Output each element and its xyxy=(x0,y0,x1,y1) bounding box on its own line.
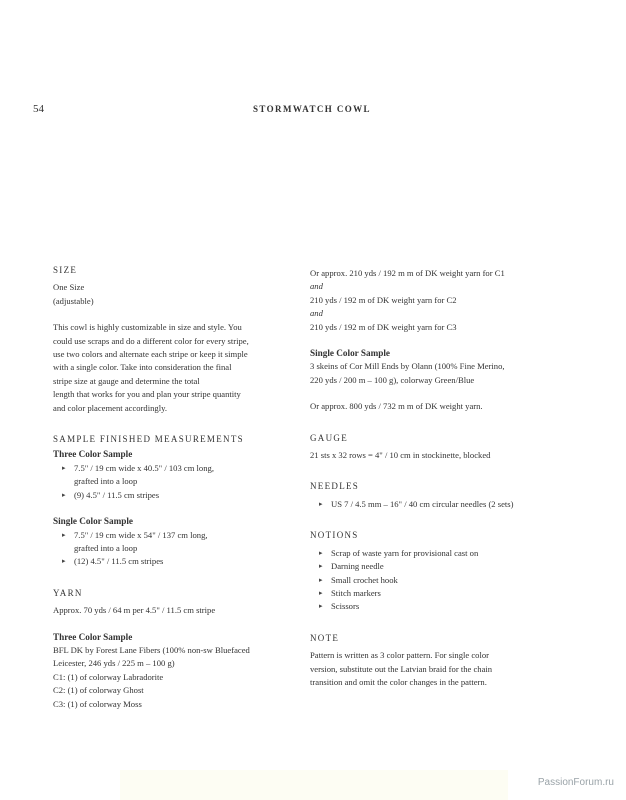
list-line: ▸ 7.5" / 19 cm wide x 54" / 137 cm long, xyxy=(74,529,208,540)
size-line: One Size xyxy=(53,282,85,293)
list-item xyxy=(62,529,293,556)
footer-band xyxy=(120,770,508,800)
yarn-line: Or approx. 210 yds / 192 m m of DK weight yarn for C1 xyxy=(310,268,505,278)
single-color-yarn-lines xyxy=(310,360,550,387)
list-item xyxy=(319,498,550,511)
list-line: Darning needle xyxy=(331,561,384,572)
list-line: US 7 / 4.5 mm – 16" / 40 cm circular needles (2 sets) xyxy=(331,498,514,509)
three-color-measure-title: Three Color Sample xyxy=(53,449,133,460)
note-heading: NOTE xyxy=(310,632,340,643)
measurements-heading: SAMPLE FINISHED MEASUREMENTS xyxy=(53,434,244,445)
list-item xyxy=(62,462,293,489)
note-text xyxy=(310,649,550,689)
list-line: Small crochet hook xyxy=(331,574,398,585)
desc-line: could use scraps and do a different color for every stripe, xyxy=(53,335,249,346)
list-item xyxy=(62,489,293,502)
needles-list xyxy=(310,498,550,511)
notions-list xyxy=(310,547,550,614)
list-item xyxy=(319,600,550,613)
single-color-measure-list xyxy=(53,529,293,569)
size-line: (adjustable) xyxy=(53,295,94,306)
yarn-and: and xyxy=(310,281,323,292)
yarn-heading: YARN xyxy=(53,587,83,598)
yarn-continued xyxy=(310,267,550,334)
yarn-approx: Approx. 70 yds / 64 m per 4.5" / 11.5 cm stripe xyxy=(53,605,216,616)
size-description xyxy=(53,321,293,415)
three-color-yarn-lines xyxy=(53,644,293,711)
desc-line: This cowl is highly customizable in size and style. You xyxy=(53,322,242,333)
list-line: grafted into a loop xyxy=(74,476,138,487)
right-column xyxy=(310,267,550,689)
yarn-line: Leicester, 246 yds / 225 m – 100 g) xyxy=(53,658,175,669)
yarn-line: 3 skeins of Cor Mill Ends by Olann (100% Fine Merino, xyxy=(310,361,505,372)
gauge-heading: GAUGE xyxy=(310,432,348,443)
list-item xyxy=(62,555,293,568)
left-column xyxy=(53,264,293,711)
page-number: 54 xyxy=(33,103,44,115)
single-color-approx: Or approx. 800 yds / 732 m m of DK weight yarn. xyxy=(310,401,483,412)
single-color-measure-title: Single Color Sample xyxy=(53,516,133,527)
yarn-and: and xyxy=(310,308,323,319)
yarn-line: C2: (1) of colorway Ghost xyxy=(53,685,144,696)
size-heading: SIZE xyxy=(53,265,78,275)
list-item xyxy=(319,560,550,573)
note-line: transition and omit the color changes in the pattern. xyxy=(310,676,487,687)
yarn-line: 210 yds / 192 m of DK weight yarn for C3 xyxy=(310,321,457,332)
list-line: Scrap of waste yarn for provisional cast on xyxy=(331,547,479,558)
yarn-line: 220 yds / 200 m – 100 g), colorway Green/Blue xyxy=(310,374,475,385)
note-line: Pattern is written as 3 color pattern. For single color xyxy=(310,650,489,661)
desc-line: length that works for you and plan your stripe quantity xyxy=(53,389,241,400)
note-line: version, substitute out the Latvian braid for the chain xyxy=(310,663,493,674)
list-item xyxy=(319,547,550,560)
desc-line: and color placement accordingly. xyxy=(53,402,167,413)
gauge-text: 21 sts x 32 rows = 4" / 10 cm in stockinette, blocked xyxy=(310,450,491,461)
three-color-yarn-title: Three Color Sample xyxy=(53,631,133,642)
desc-line: use two colors and alternate each stripe or keep it simple xyxy=(53,349,248,360)
notions-heading: NOTIONS xyxy=(310,530,359,541)
list-line: Scissors xyxy=(331,601,360,612)
three-color-measure-list xyxy=(53,462,293,502)
watermark: PassionForum.ru xyxy=(537,777,614,788)
list-item xyxy=(319,574,550,587)
needles-heading: NEEDLES xyxy=(310,481,360,492)
yarn-line: 210 yds / 192 m of DK weight yarn for C2 xyxy=(310,294,457,305)
size-lines xyxy=(53,281,293,308)
yarn-line: C1: (1) of colorway Labradorite xyxy=(53,671,164,682)
list-line: (12) 4.5" / 11.5 cm stripes xyxy=(74,556,164,567)
single-color-yarn-title: Single Color Sample xyxy=(310,348,390,359)
desc-line: stripe size at gauge and determine the total xyxy=(53,375,200,386)
list-line: Stitch markers xyxy=(331,587,381,598)
yarn-line: C3: (1) of colorway Moss xyxy=(53,698,142,709)
list-line: (9) 4.5" / 11.5 cm stripes xyxy=(74,489,160,500)
list-item xyxy=(319,587,550,600)
running-title: STORMWATCH COWL xyxy=(253,104,371,114)
list-line: ▸ 7.5" / 19 cm wide x 40.5" / 103 cm long, xyxy=(74,462,214,473)
list-line: grafted into a loop xyxy=(74,542,138,553)
desc-line: with a single color. Take into consideration the final xyxy=(53,362,232,373)
yarn-line: BFL DK by Forest Lane Fibers (100% non-sw Bluefaced xyxy=(53,644,250,655)
